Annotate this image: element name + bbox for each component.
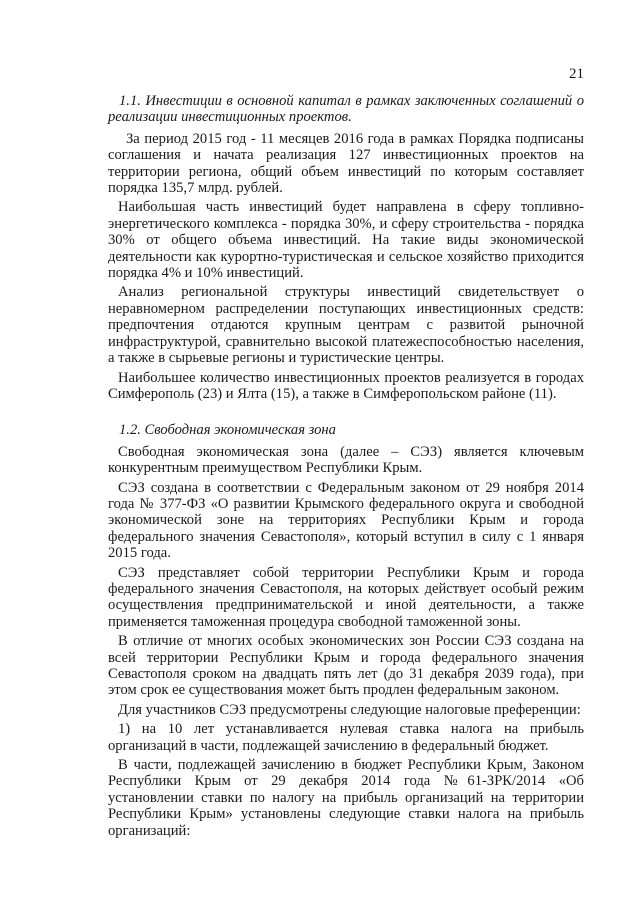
paragraph: Наибольшее количество инвестиционных проектов реализуется в городах Симферополь (23) и Ялта (15), а также в Симферопольском районе (11). <box>108 369 584 402</box>
paragraph: СЭЗ представляет собой территории Республики Крым и города федерального значения Севастополя, на которых действует особый режим осуществления предпринимательской и иной деятельности, а также применяется таможенная процедура свободной таможенной зоны. <box>108 564 584 630</box>
paragraph: В части, подлежащей зачислению в бюджет Республики Крым, Законом Республики Крым от 29 декабря 2014 года №61-ЗРК/2014 «Об установлении ставки по налогу на прибыль организаций на территории Республики Крым» установлены следующие ставки налога на прибыль организаций: <box>108 757 584 839</box>
paragraph: Наибольшая часть инвестиций будет направлена в сферу топливно-энергетического комплекса - порядка 30%, и сферу строительства - порядка 30% от общего объема инвестиций. На такие виды экономической деятельности как курортно-туристическая и сельское хозяйство приходится порядка 4% и 10% инвестиций. <box>108 199 584 282</box>
paragraph: СЭЗ создана в соответствии с Федеральным законом от 29 ноября 2014 года № 377-ФЗ «О развитии Крымского федерального округа и свободной экономической зоне на территориях Республики Крым и города федерального значения Севастополя», который вступил в силу с 1 января 2015 года. <box>108 479 584 562</box>
section-heading-free-economic-zone: 1.2. Свободная экономическая зона <box>119 422 336 439</box>
document-body <box>108 93 584 842</box>
paragraph: В отличие от многих особых экономических зон России СЭЗ создана на всей территории Республики Крым и города федерального значения Севастополя сроком на двадцать пять лет (до 31 декабря 2039 года), при этом срок ее существования может быть продлен федеральным законом. <box>108 633 584 699</box>
paragraph: Свободная экономическая зона (далее – СЭЗ) является ключевым конкурентным преимуществом Республики Крым. <box>108 443 584 477</box>
paragraph: 1) на 10 лет устанавливается нулевая ставка налога на прибыль организаций в части, подлежащей зачислению в федеральный бюджет. <box>108 721 584 754</box>
page-number: 21 <box>569 66 584 82</box>
section-heading-investments: 1.1. Инвестиции в основной капитал в рамках заключенных соглашений о реализации инвестиционных проектов. <box>108 93 584 126</box>
paragraph: За период 2015 год - 11 месяцев 2016 года в рамках Порядка подписаны соглашения и начата реализация 127 инвестиционных проектов на территории региона, общий объем инвестиций по которым составляет порядка 135,7 млрд. рублей. <box>108 130 584 197</box>
paragraph: Для участников СЭЗ предусмотрены следующие налоговые преференции: <box>118 701 581 718</box>
paragraph: Анализ региональной структуры инвестиций свидетельствует о неравномерном распределении поступающих инвестиционных средств: предпочтения отдаются крупным центрам с развитой рыночной инфраструктурой, сравнительно высокой платежеспособностью населения, а также в сырьевые регионы и туристические центры. <box>108 284 584 367</box>
